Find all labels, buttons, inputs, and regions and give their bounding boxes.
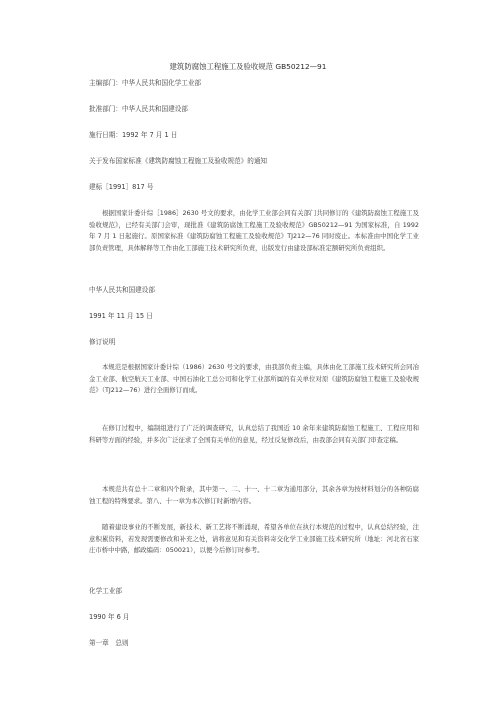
revision-heading: 修订说明 [89,338,116,346]
chapter-heading: 第一章 总则 [89,639,129,647]
notice-number: 建标［1991］817 号 [89,183,154,191]
issue-date: 1991 年 11 月 15 日 [89,312,153,320]
effective-date: 施行日期：1992 年 7 月 1 日 [89,131,178,139]
notice-body: 根据国家计委计综［1986］2630 号文的要求，由化学工业部会同有关部门共同修订的《建筑防腐蚀工程施工及验收规范》，已经有关部门会审，现批准《建筑防腐蚀工程施工及验收规范》GB50212—91 为国家标准，自 1992 年 7 月 1 日起施行。原国家标准《建筑防腐蚀工程施工及验收规范》TJ212—76 同时废止。本标准由中国化学工业部负责管理，具体解释等工作由化工部施工技术研究所负责，出版发行由建设部标准定额研究所负责组织。 [89,209,419,252]
revision-paragraph-4: 随着建设事业的不断发展，新技术、新工艺将不断涌现，希望各单位在执行本规范的过程中，认真总结经验，注意积累资料，若发现需要修改和补充之处，请将意见和有关资料寄交化学工业部施工技术研究所（地址：河北省石家庄市桥中中路，邮政编码：050021），以便今后修订时参考。 [89,523,419,554]
notice-title: 关于发布国家标准《建筑防腐蚀工程施工及验收规范》的通知 [89,157,268,165]
document-title: 建筑防腐蚀工程施工及验收规范 GB50212—91 [169,62,327,71]
issuer: 中华人民共和国建设部 [89,286,155,294]
revision-date: 1990 年 6 月 [89,613,130,621]
approval-dept: 批准部门：中华人民共和国建设部 [89,105,188,113]
revision-paragraph-1: 本规范是根据国家计委计综（1986）2630 号文的要求，由我部负责主编，具体由化工部施工技术研究所会同冶金工业部、航空航天工业部、中国石油化工总公司和化学工业部所属的有关单位对原《建筑防腐蚀工程施工及验收规范》（TJ212—76）进行全面修订而成。 [89,363,419,394]
revision-paragraph-2: 在修订过程中，编制组进行了广泛的调查研究，认真总结了我国近 10 余年来建筑防腐蚀工程施工、工程应用和科研等方面的经验，并多次广泛征求了全国有关单位的意见，经过反复修改后，由我部会同有关部门审查定稿。 [89,424,419,444]
revision-signer: 化学工业部 [89,587,122,595]
revision-paragraph-3: 本规范共有总十二章和四个附录，其中第一、二、十一、十二章为通用部分，其余各章为按材料划分的各种防腐蚀工程的特殊要求。第八、十一章为本次修订时新增内容。 [89,485,419,505]
editor-dept: 主编部门：中华人民共和国化学工业部 [89,79,202,87]
